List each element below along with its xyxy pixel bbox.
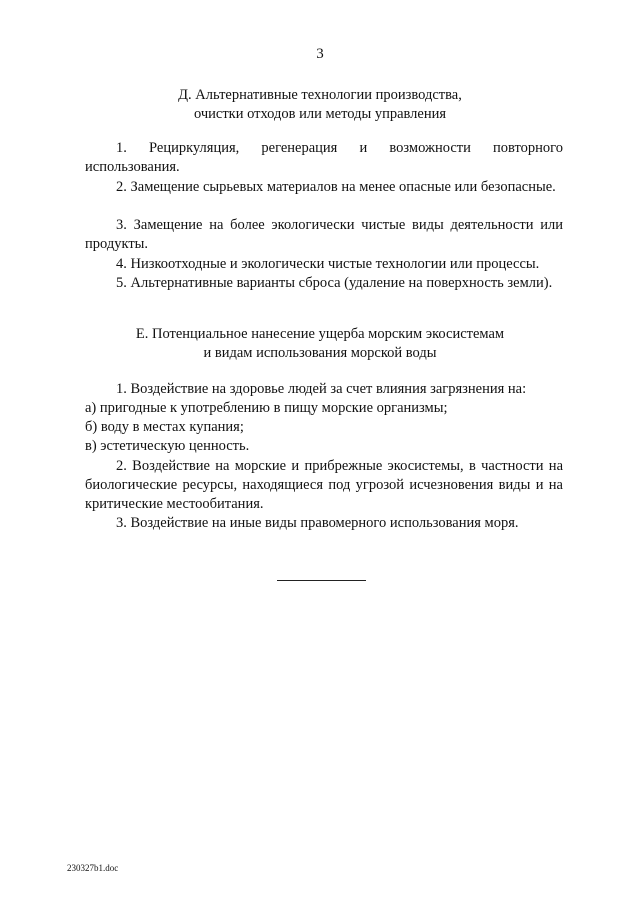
section-e-heading [0, 325, 640, 363]
section-e-subitem-b: б) воду в местах купания; [85, 419, 244, 435]
section-d-heading-line1: Д. Альтернативные технологии производства, [178, 87, 462, 103]
section-e-item-2: 2. Воздействие на морские и прибрежные экосистемы, в частности на биологические ресурсы, находящиеся под угрозой исчезновения виды и на критические местообитания. [85, 458, 563, 512]
section-e-heading-line1: Е. Потенциальное нанесение ущерба морским экосистемам [135, 326, 505, 342]
section-e-heading-line2: и видам использования морской воды [203, 345, 437, 361]
section-d-item-3: 3. Замещение на более экологически чистые виды деятельности или продукты. [85, 217, 563, 252]
section-d-heading [0, 86, 640, 124]
section-e-subitem-c: в) эстетическую ценность. [85, 438, 250, 454]
section-e-item-1: 1. Воздействие на здоровье людей за счет влияния загрязнения на: [116, 381, 527, 397]
footer-file-name: 230327b1.doc [67, 863, 119, 873]
section-d-item-2: 2. Замещение сырьевых материалов на менее опасные или безопасные. [116, 179, 556, 195]
end-rule [277, 580, 366, 581]
page-number: 3 [316, 46, 324, 62]
section-e-item-3: 3. Воздействие на иные виды правомерного использования моря. [116, 515, 519, 531]
section-e-subitem-a: а) пригодные к употреблению в пищу морские организмы; [85, 400, 448, 416]
section-d-heading-line2: очистки отходов или методы управления [193, 106, 447, 122]
section-d-item-1: 1. Рециркуляция, регенерация и возможности повторного использования. [85, 140, 563, 175]
section-d-item-4: 4. Низкоотходные и экологически чистые технологии или процессы. [116, 256, 540, 272]
section-d-item-5: 5. Альтернативные варианты сброса (удаление на поверхность земли). [116, 275, 553, 291]
